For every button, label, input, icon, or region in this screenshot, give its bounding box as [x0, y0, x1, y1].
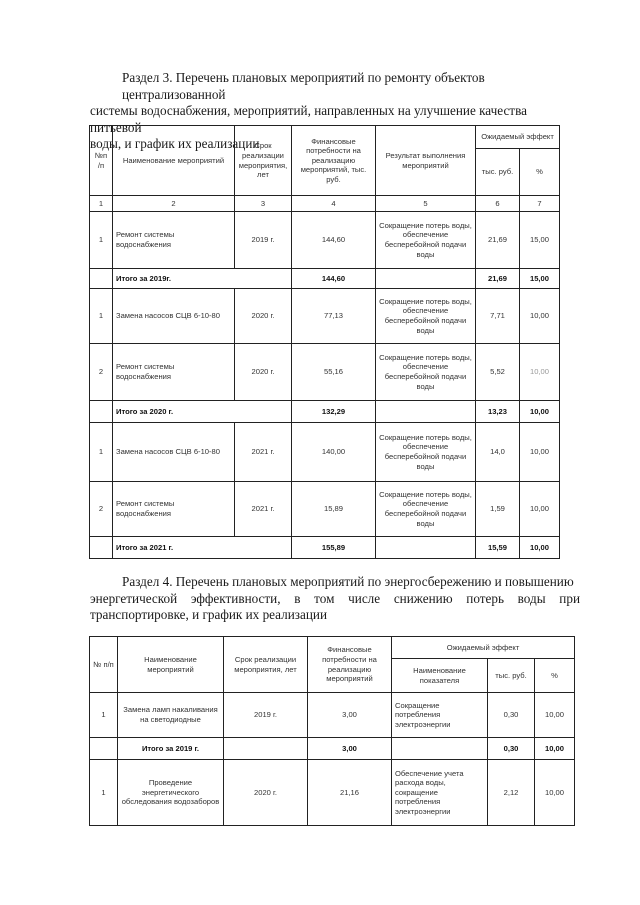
- total-effect-rub: 13,23: [476, 401, 520, 423]
- total-effect-pct: 10,00: [520, 537, 560, 559]
- row-result: Сокращение потерь воды, обеспечение бесперебойной подачи воды: [376, 212, 476, 269]
- section3-heading-line1: Раздел 3. Перечень плановых мероприятий по ремонту объектов централизованной: [122, 70, 485, 102]
- table-row: [90, 212, 560, 269]
- row-finance: 77,13: [292, 289, 376, 344]
- table-row: [90, 344, 560, 401]
- row-effect-rub: 14,0: [476, 423, 520, 482]
- column-number: 5: [376, 196, 476, 212]
- row-effect-rub: 5,52: [476, 344, 520, 401]
- section3-heading-line2: системы водоснабжения, мероприятий, направленных на улучшение качества питьевой: [90, 103, 527, 135]
- row-num: 1: [90, 693, 118, 738]
- row-term: 2020 г.: [235, 289, 292, 344]
- total-finance: 155,89: [292, 537, 376, 559]
- row-term: 2021 г.: [235, 482, 292, 537]
- row-num: 1: [90, 423, 113, 482]
- row-result: Сокращение потерь воды, обеспечение бесперебойной подачи воды: [376, 482, 476, 537]
- row-effect-pct: 10,00: [520, 289, 560, 344]
- header-name: Наименование мероприятий: [118, 637, 224, 693]
- row-name: Ремонт системы водоснабжения: [113, 212, 235, 269]
- row-num: 1: [90, 760, 118, 826]
- total-finance: 144,60: [292, 269, 376, 289]
- row-effect-pct: 10,00: [520, 344, 560, 401]
- row-result: Сокращение потерь воды, обеспечение бесперебойной подачи воды: [376, 289, 476, 344]
- total-row: [90, 537, 560, 559]
- header-effect-rub: тыс. руб.: [488, 659, 535, 693]
- row-effect-rub: 7,71: [476, 289, 520, 344]
- row-effect-rub: 0,30: [488, 693, 535, 738]
- header-effect-rub: тыс. руб.: [476, 149, 520, 196]
- section4-heading: [90, 574, 580, 624]
- total-effect-rub: 15,59: [476, 537, 520, 559]
- row-finance: 140,00: [292, 423, 376, 482]
- row-name: Замена насосов СЦВ 6-10-80: [113, 423, 235, 482]
- header-effect-pct: %: [520, 149, 560, 196]
- row-term: 2020 г.: [224, 760, 308, 826]
- section4-heading-line2: энергетической эффективности, в том числе снижению потерь воды при: [90, 590, 580, 606]
- total-effect-rub: 21,69: [476, 269, 520, 289]
- row-name: Ремонт системы водоснабжения: [113, 344, 235, 401]
- section4-heading-line3: транспортировке, и график их реализации: [90, 607, 328, 622]
- table-row: [90, 482, 560, 537]
- column-number: 1: [90, 196, 113, 212]
- row-num: 1: [90, 212, 113, 269]
- table-row: [90, 693, 575, 738]
- row-effect-rub: 2,12: [488, 760, 535, 826]
- row-term: 2019 г.: [224, 693, 308, 738]
- column-number: 6: [476, 196, 520, 212]
- section3-table: [89, 125, 560, 559]
- header-term: Срок реализации мероприятия, лет: [224, 637, 308, 693]
- row-num: 1: [90, 289, 113, 344]
- row-result: Сокращение потерь воды, обеспечение бесперебойной подачи воды: [376, 423, 476, 482]
- header-effect: Ожидаемый эффект: [476, 126, 560, 149]
- row-indicator: Сокращение потребления электроэнергии: [392, 693, 488, 738]
- column-number: 7: [520, 196, 560, 212]
- header-name: Наименование мероприятий: [113, 126, 235, 196]
- row-effect-pct: 10,00: [520, 423, 560, 482]
- row-effect-pct: 10,00: [535, 760, 575, 826]
- row-effect-rub: 1,59: [476, 482, 520, 537]
- row-finance: 55,16: [292, 344, 376, 401]
- row-name: Проведение энергетического обследования водозаборов: [118, 760, 224, 826]
- section4-table: [89, 636, 575, 826]
- total-label: Итого за 2020 г.: [113, 401, 292, 423]
- column-number-row: [90, 196, 560, 212]
- header-finance: Финансовые потребности на реализацию мероприятий, тыс. руб.: [292, 126, 376, 196]
- row-indicator: Обеспечение учета расхода воды, сокращение потребления электроэнергии: [392, 760, 488, 826]
- table-row: [90, 289, 560, 344]
- header-finance: Финансовые потребности на реализацию мероприятий: [308, 637, 392, 693]
- total-effect-pct: 10,00: [535, 738, 575, 760]
- total-effect-pct: 10,00: [520, 401, 560, 423]
- row-name: Замена ламп накаливания на светодиодные: [118, 693, 224, 738]
- total-effect-rub: 0,30: [488, 738, 535, 760]
- row-finance: 15,89: [292, 482, 376, 537]
- header-term: Срок реализации мероприятия, лет: [235, 126, 292, 196]
- total-effect-pct: 15,00: [520, 269, 560, 289]
- total-label: Итого за 2021 г.: [113, 537, 292, 559]
- section3-heading-line3: воды, и график их реализации: [90, 136, 260, 151]
- row-finance: 3,00: [308, 693, 392, 738]
- column-number: 4: [292, 196, 376, 212]
- row-term: 2019 г.: [235, 212, 292, 269]
- row-term: 2020 г.: [235, 344, 292, 401]
- row-name: Ремонт системы водоснабжения: [113, 482, 235, 537]
- row-effect-pct: 15,00: [520, 212, 560, 269]
- row-term: 2021 г.: [235, 423, 292, 482]
- header-num: №п /п: [90, 126, 113, 196]
- section4-heading-line1: Раздел 4. Перечень плановых мероприятий по энергосбережению и повышению: [122, 574, 574, 589]
- table-row: [90, 423, 560, 482]
- row-result: Сокращение потерь воды, обеспечение бесперебойной подачи воды: [376, 344, 476, 401]
- header-effect: Ожидаемый эффект: [392, 637, 575, 659]
- total-row: [90, 738, 575, 760]
- column-number: 2: [113, 196, 235, 212]
- row-name: Замена насосов СЦВ 6-10-80: [113, 289, 235, 344]
- total-label: Итого за 2019г.: [113, 269, 292, 289]
- header-effect-pct: %: [535, 659, 575, 693]
- header-indicator: Наименование показателя: [392, 659, 488, 693]
- row-effect-pct: 10,00: [520, 482, 560, 537]
- row-effect-rub: 21,69: [476, 212, 520, 269]
- total-finance: 3,00: [308, 738, 392, 760]
- total-label: Итого за 2019 г.: [118, 738, 224, 760]
- table-row: [90, 760, 575, 826]
- row-finance: 144,60: [292, 212, 376, 269]
- header-num: № п/п: [90, 637, 118, 693]
- total-row: [90, 401, 560, 423]
- header-result: Результат выполнения мероприятий: [376, 126, 476, 196]
- row-num: 2: [90, 482, 113, 537]
- row-effect-pct: 10,00: [535, 693, 575, 738]
- row-num: 2: [90, 344, 113, 401]
- column-number: 3: [235, 196, 292, 212]
- total-finance: 132,29: [292, 401, 376, 423]
- total-row: [90, 269, 560, 289]
- row-finance: 21,16: [308, 760, 392, 826]
